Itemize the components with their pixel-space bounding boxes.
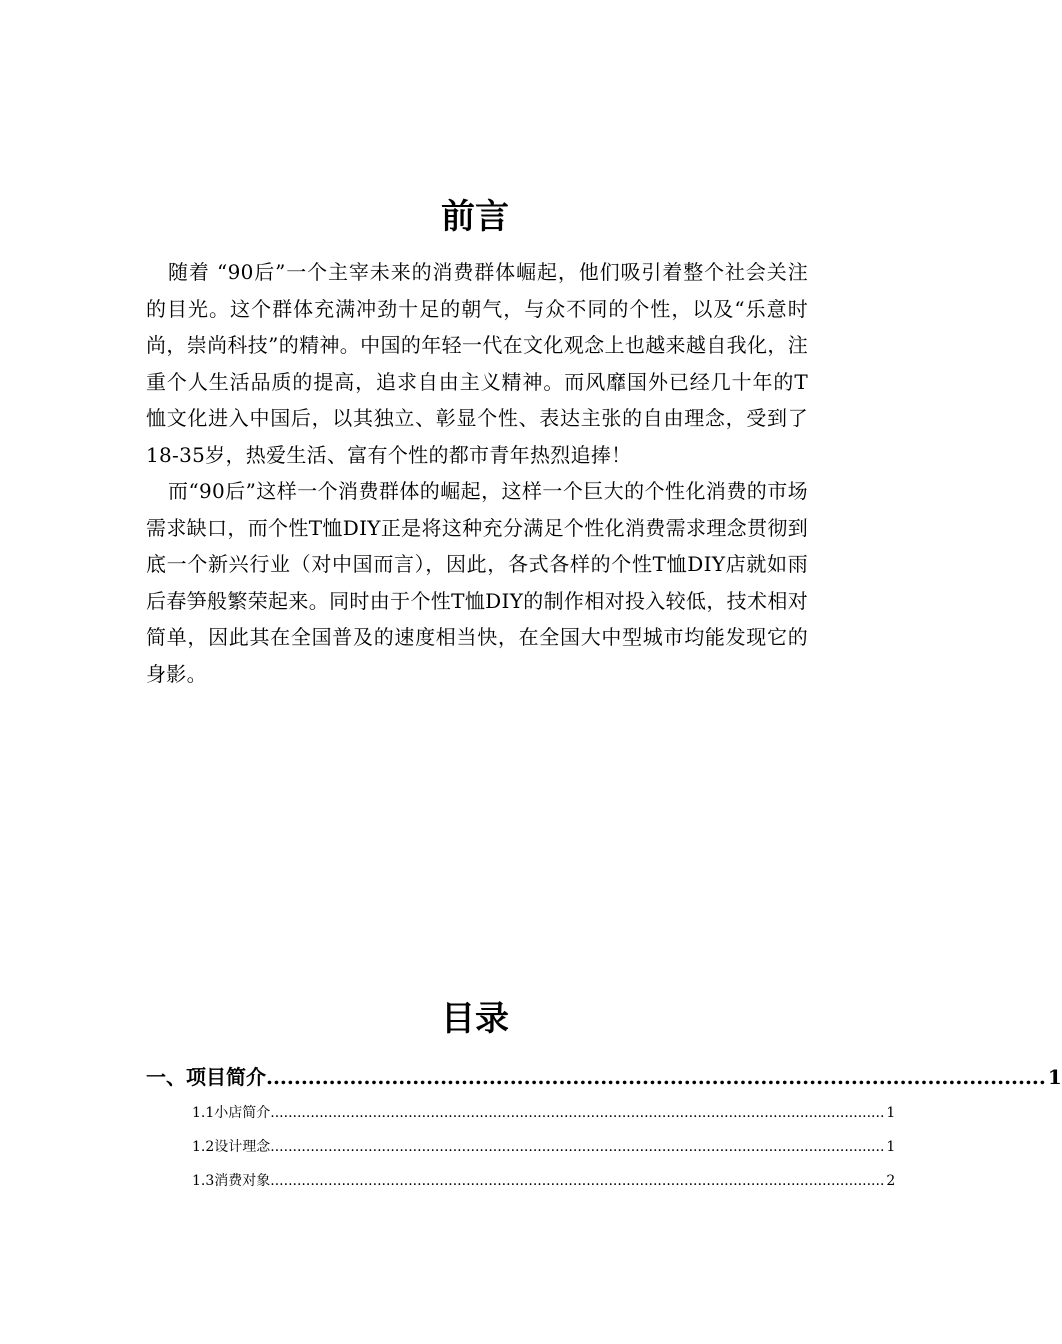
preface-paragraph-1: 随着 “90后”一个主宰未来的消费群体崛起，他们吸引着整个社会关注的目光。这个群体充满冲劲十足的朝气，与众不同的个性，以及“乐意时尚，崇尚科技”的精神。中国的年轻一代在文化观念上也越来越自我化，注重个人生活品质的提高，追求自由主义精神。而风靡国外已经几十年的T恤文化进入中国后，以其独立、彰显个性、表达主张的自由理念，受到了18-35岁，热爱生活、富有个性的都市青年热烈追捧！ [146,260,808,467]
toc-leader-dots: ................................................................................................................ [266,1065,1046,1089]
toc-entry-page: 1 [886,1105,896,1121]
toc-entry[interactable] [146,1130,896,1164]
toc-entry[interactable] [146,1058,1062,1096]
table-of-contents [146,1058,1062,1198]
toc-leader-dots: .......................................................................................................................................... [270,1173,885,1189]
toc-entry-page: 2 [886,1173,896,1189]
toc-leader-dots: .......................................................................................................................................... [270,1139,885,1155]
preface-paragraph-2: 而“90后”这样一个消费群体的崛起，这样一个巨大的个性化消费的市场需求缺口，而个性T恤DIY正是将这种充分满足个性化消费需求理念贯彻到底一个新兴行业（对中国而言），因此，各式各样的个性T恤DIY店就如雨后春笋般繁荣起来。同时由于个性T恤DIY的制作相对投入较低，技术相对简单，因此其在全国普及的速度相当快，在全国大中型城市均能发现它的身影。 [146,479,808,686]
toc-entry-page: 1 [1047,1065,1062,1089]
toc-entry-page: 1 [886,1139,896,1155]
toc-entry-label: 1.1小店简介 [192,1105,271,1121]
toc-entry[interactable] [146,1164,896,1198]
toc-title: 目录 [441,999,509,1039]
preface-body [146,254,808,692]
toc-leader-dots: .......................................................................................................................................... [270,1105,885,1121]
toc-entry[interactable] [146,1096,896,1130]
preface-title: 前言 [441,197,509,237]
toc-entry-label: 一、项目简介 [146,1065,266,1089]
toc-entry-label: 1.3消费对象 [192,1173,271,1189]
toc-entry-label: 1.2设计理念 [192,1139,271,1155]
